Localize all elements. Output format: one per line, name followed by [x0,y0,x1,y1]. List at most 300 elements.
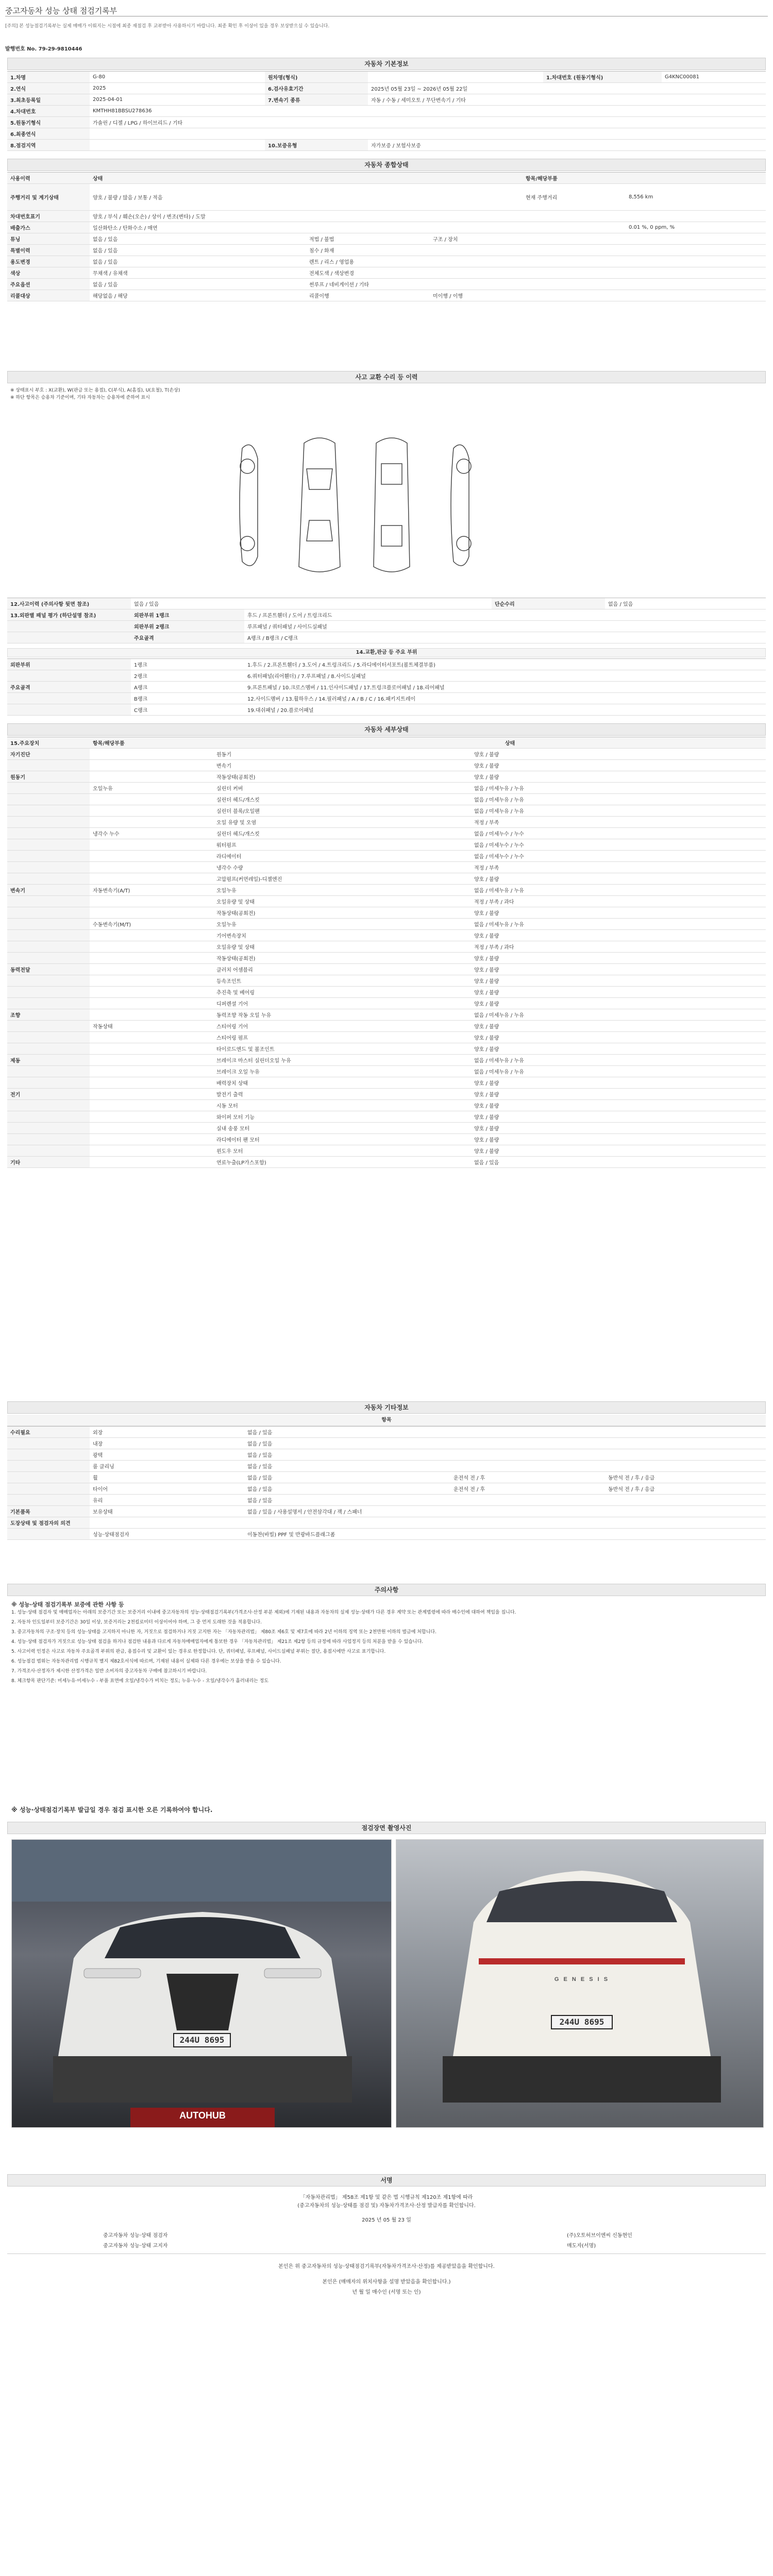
row-value: 없음 / 있음 [247,1442,273,1447]
row-item: 실내 송풍 모터 [216,1126,250,1132]
row-label: 색상 [7,267,90,278]
row-state: 리콜이행 [309,294,329,299]
row-label [7,621,131,632]
table-row [7,211,766,222]
row-group: A랭크 [134,685,148,691]
row-label: 12.사고이력 (주의사항 뒷면 참조) [7,598,131,609]
caution-item: 4. 성능·상태 점검자가 거짓으로 성능·상태 점검을 하거나 점검한 내용과 다르게 자동차매매업자에게 통보한 경우 「자동차관리법」 제21조 제2항 등의 규정에 따라 사업정지 등의 처분을 받을 수 있습니다. [11,1639,424,1645]
row-state: 없음 / 미세누유 / 누유 [474,798,524,803]
table-row [7,1495,766,1506]
table-row [7,1461,766,1472]
row-value [244,1517,450,1528]
section-detail-state: 자동차 세부상태 [7,723,766,736]
row-state: 양호 / 불량 [474,1081,499,1087]
caution-item: 8. 체크항목 판단기준: 미세누유·미세누수 - 부품 표면에 오일/냉각수가 비치는 정도; 누유·누수 - 오일/냉각수가 흘러내리는 정도 [11,1679,268,1684]
section-photos: 점검장면 촬영사진 [7,1822,766,1834]
row-subgroup [90,1077,213,1088]
row-subgroup [90,998,213,1009]
row-state: 적법 / 불법 [309,237,334,243]
row-value: 없음 / 있음 [247,1476,273,1481]
table-row [7,94,766,106]
rear-badge: G E N E S I S [554,1976,610,1982]
front-photo [11,1839,392,2128]
row-item: 실린더 헤드/개스킷 [216,798,260,803]
table-row [7,975,766,987]
row-subgroup [90,1145,213,1156]
row-group [7,783,90,793]
row-item: 룸 클리닝 [93,1464,114,1470]
row-state: 적정 / 부족 / 과다 [474,945,514,951]
row-label: 용도변경 [7,256,90,267]
row-state: 없음 / 미세누유 / 누유 [474,922,524,928]
row-state: 미이행 / 이행 [433,294,463,299]
table-row [7,941,766,953]
section-caution: 주의사항 [7,1584,766,1596]
table-row [7,233,766,245]
row-group [7,941,90,952]
row-item: 보유상태 [93,1510,113,1515]
table-row [7,885,766,896]
other-header: 항목 [7,1415,766,1426]
row-group: 동력전달 [7,964,90,975]
row-item: 브레이크 오일 누유 [216,1070,260,1075]
detail-state-table [7,737,766,1168]
car-top-outline [299,438,340,572]
table-row [7,1427,766,1438]
row-item: 광택 [93,1453,103,1459]
row-subgroup: 냉각수 누수 [93,832,120,837]
row-state: 양호 / 부식 / 훼손(오손) / 상이 / 변조(변타) / 도말 [93,214,206,220]
row-subgroup: 작동상태 [93,1024,113,1030]
table-row [7,839,766,851]
row-group: 전기 [7,1089,90,1099]
row-subgroup [90,975,213,986]
row-label: 단순수리 [492,598,605,609]
row-state: 없음 / 미세누수 / 누수 [474,854,524,860]
row-item: 작동상태(공회전) [216,775,256,781]
table-row [7,873,766,885]
row-state: 양호 / 불량 [474,1149,499,1155]
row-subgroup: 수동변속기(M/T) [93,922,131,928]
row-subgroup: 오일누유 [93,786,113,792]
frame-table [7,658,766,716]
row-state: 없음 / 있음 [474,1160,499,1166]
row-state: 해당없음 / 해당 [93,294,128,299]
row-value: 2025-04-01 [93,97,123,103]
row-item: 라디에이터 [216,854,242,860]
row-label: 13.외판별 패널 평가 (하단설명 참조) [7,609,131,620]
row-item: 동력조향 작동 오일 누유 [216,1013,272,1019]
table-row [7,1449,766,1461]
row-group [7,1100,90,1111]
row-item: 오일유량 및 상태 [216,900,255,905]
row-item: 내장 [93,1442,103,1447]
row-item: 연료누출(LP가스포함) [216,1160,266,1166]
legend-text: ※ 상태표시 부호 : X(교환), W(판금 또는 용접), C(부식), A(흠집), U(요철), T(손상) [10,388,180,393]
row-subgroup [90,862,213,873]
row-group: C랭크 [134,708,148,714]
row-state: 양호 / 불량 [474,990,499,996]
row-item: 발전기 출력 [216,1092,243,1098]
row-value: 운전석 전 / 후 [453,1476,485,1481]
row-group: 1랭크 [134,663,147,668]
row-label: 주요옵션 [7,279,90,290]
table-row [7,632,766,643]
row-item [90,1517,244,1528]
table-row [7,1157,766,1168]
row-subgroup [90,851,213,861]
table-row [7,1506,766,1517]
row-state: 양호 / 불량 [474,1126,499,1132]
row-group [7,930,90,941]
sign-date: 2025 년 05 월 23 일 [362,2217,411,2223]
row-subgroup: 자동변속기(A/T) [93,888,130,894]
row-value: 없음 / 있음 [247,1487,273,1493]
table-row [7,760,766,771]
row-item: 오일누유 [216,922,237,928]
row-state: 없음 / 미세누유 / 누유 [474,1013,524,1019]
row-group [7,953,90,963]
table-row [7,245,766,256]
row-state: 양호 / 불량 [474,775,499,781]
column-header: 상태 [90,173,523,183]
row-label: 원차명(형식) [265,72,368,82]
row-state: 없음 / 미세누유 / 누유 [474,888,524,894]
row-group [7,862,90,873]
row-subgroup [90,1032,213,1043]
row-group: 2랭크 [134,674,147,680]
row-item: 디퍼렌셜 기어 [216,1002,248,1007]
row-group [7,828,90,839]
row-value: G-80 [93,74,106,80]
row-state: 렌트 / 리스 / 영업용 [309,260,355,265]
table-row [7,862,766,873]
row-state: 구조 / 장치 [433,237,458,243]
row-label [7,670,131,681]
row-value: 9.프론트패널 / 10.크로스멤버 / 11.인사이드패널 / 17.트렁크플로어패널 / 18.리어패널 [247,685,445,691]
section-signature: 서명 [7,2174,766,2187]
table-row [7,851,766,862]
row-item: 고압펌프(커먼레일)-디젤엔진 [216,877,282,883]
row-subgroup [90,1100,213,1111]
row-group: 제동 [7,1055,90,1065]
row-item: 작동상태(공회전) [216,911,256,917]
table-row [7,896,766,907]
row-group [7,1134,90,1145]
row-group: 기본품목 [7,1506,90,1517]
caution-footer: ※ 성능·상태점검기록부 발급일 경우 점검 표시한 오른 기록하여야 합니다. [11,1806,213,1814]
row-group [7,1123,90,1133]
table-row [7,1517,766,1529]
row-subgroup [90,839,213,850]
row-group: B랭크 [134,697,148,702]
row-label: 특별이력 [7,245,90,256]
table-row [7,907,766,919]
receiver-confirm: 본인은 (매매자의 위치사항을 설명 받았음을 확인합니다.) [322,2279,451,2285]
row-label: 주요골격 [7,682,131,692]
row-label: 외판부위 [7,659,131,670]
table-row [7,106,766,117]
table-row [7,805,766,817]
wheel-front-left [240,459,255,473]
table-row [7,930,766,941]
row-state: 양호 / 불량 [474,1115,499,1121]
table-row [7,609,766,621]
row-label: 10.보증유형 [265,140,368,150]
row-subgroup [90,817,213,827]
caution-item: 6. 성능점검 범위는 자동차관리법 시행규칙 별지 제82호서식에 따르며, 기재된 내용이 실제와 다른 경우에는 보상을 받을 수 있습니다. [11,1659,281,1664]
row-value: 0.01 %, 0 ppm, % [629,225,675,230]
row-label: 주행거리 및 계기상태 [7,184,90,210]
row-state: 없음 / 미세누수 / 누수 [474,843,524,849]
row-subgroup [90,953,213,963]
row-state: 양호 / 불량 [474,911,499,917]
table-row [7,184,766,211]
row-state: 양호 / 불량 [474,1138,499,1143]
row-label: 외판부위 2랭크 [131,621,244,632]
row-value: 동반석 전 / 후 / 응급 [608,1476,655,1481]
table-row [7,737,766,749]
row-value: 이동찬(바빌) PPF 및 반광바드플래그폼 [247,1532,335,1538]
row-group [7,1472,90,1483]
table-row [7,1145,766,1157]
table-row [7,1077,766,1089]
row-label: 리콜대상 [7,290,90,301]
row-subgroup [90,1009,213,1020]
caution-title: ※ 성능·상태 점검기록부 보증에 관한 사항 등 [11,1601,124,1608]
section-accident-history: 사고 교환 수리 등 이력 [7,371,766,383]
row-group [7,1529,90,1539]
section-overall-state: 자동차 종합상태 [7,159,766,171]
row-label: 6.검사유효기간 [265,83,368,94]
row-state: 전체도색 / 색상변경 [309,271,355,277]
row-state: 없음 / 미세누유 / 누유 [474,1070,524,1075]
front-license-plate: 244U 8695 [173,2033,231,2047]
notifier-role: 중고자동차 성능·상태 고지자 [103,2243,168,2249]
sign-line-2: (중고자동차의 성능·상태를 점검 및) 자동차가격조사·산정 발급자를 확인합니다. [297,2203,476,2209]
column-header: 15.주요장치 [7,737,90,748]
section-basic-info: 자동차 기본정보 [7,58,766,70]
row-value [90,140,265,150]
row-group [7,760,90,771]
row-item: 성능·상태점검자 [93,1532,129,1538]
row-group [7,805,90,816]
row-label: 2.연식 [7,83,90,94]
row-label: 1.차대번호 (원동기형식) [543,72,662,82]
table-row [7,128,766,140]
table-row [7,682,766,693]
row-value: 없음 / 있음 [247,1453,273,1459]
table-row [7,1529,766,1540]
row-state: 적정 / 부족 / 과다 [474,900,514,905]
section-other-info: 자동차 기타정보 [7,1401,766,1414]
row-value: 2025년 05월 23일 ~ 2026년 05월 22일 [371,87,468,92]
table-row [7,290,766,301]
table-row [7,964,766,975]
row-note: 현재 주행거리 [526,195,558,201]
row-item: 클러치 어셈블리 [216,968,253,973]
column-header: 사용이력 [7,173,90,183]
row-subgroup [90,749,213,759]
row-group [7,1438,90,1449]
row-label [7,693,131,704]
row-item: 타이로드엔드 및 볼조인트 [216,1047,275,1053]
row-group [7,1111,90,1122]
row-value: 없음 / 있음 [134,602,159,607]
row-state: 썬루프 / 네비게이션 / 기타 [309,282,369,288]
car-side-right-outline [451,445,469,566]
row-group: 기타 [7,1157,90,1167]
row-state: 없음 / 미세누유 / 누유 [474,786,524,792]
table-row [7,140,766,151]
column-header: 상태 [502,737,766,748]
table-row [7,771,766,783]
row-label: 8.점검지역 [7,140,90,150]
row-value: 12.사이드멤버 / 13.휠하우스 / 14.필러패널 / A / B / C / 16.패키지트레이 [247,697,416,702]
table-row [7,117,766,128]
row-subgroup [90,1089,213,1099]
sign-line-1: 「자동차관리법」 제58조 제1항 및 같은 법 시행규칙 제120조 제1항에 따라 [300,2195,473,2200]
row-item: 휠 [93,1476,98,1481]
row-state: 없음 / 있음 [93,282,118,288]
row-label: 5.원동기형식 [7,117,90,128]
row-subgroup [90,1123,213,1133]
column-header: 항목/해당부품 [523,173,766,183]
row-group [7,817,90,827]
row-state: 일산화탄소 / 탄화수소 / 매연 [93,226,158,231]
inspector-role: 중고자동차 성능·상태 점검자 [103,2233,168,2239]
document-title: 중고자동차 성능 상태 점검기록부 [5,4,768,16]
row-value: 후드 / 프론트휀더 / 도어 / 트렁크리드 [247,613,332,619]
notifier-name: 매도자(서명) [567,2243,596,2249]
row-state: 양호 / 불량 [474,979,499,985]
table-row [7,987,766,998]
table-row [7,1043,766,1055]
row-group [7,839,90,850]
row-group [7,1077,90,1088]
row-group [7,1021,90,1031]
row-item: 와이퍼 모터 기능 [216,1115,255,1121]
row-state: 양호 / 불량 [474,1002,499,1007]
row-value: A랭크 / B랭크 / C랭크 [247,636,298,641]
row-item: 추진축 및 베어링 [216,990,255,996]
caution-item: 1. 성능·상태 점검자 및 매매업자는 아래의 보증기간 또는 보증거리 이내에 중고자동차의 성능·상태점검기록부(가격조사·산정 부분 제외)에 기재된 내용과 자동차의 실제 성능·상태가 다른 경우 계약 또는 관계법령에 따라 매수인에 대하여 책임을 집니다. [11,1610,516,1615]
row-value: 자가보증 / 보험사보증 [371,143,421,149]
row-value: 가솔린 / 디젤 / LPG / 하이브리드 / 기타 [93,121,183,126]
rear-license-plate: 244U 8695 [551,2015,613,2029]
table-row [7,1055,766,1066]
row-state: 양호 / 불량 / 많음 / 보통 / 적음 [93,195,163,201]
row-subgroup [90,1157,213,1167]
row-subgroup [90,760,213,771]
row-subgroup [90,1134,213,1145]
row-label: 튜닝 [7,233,90,244]
row-value: KMTHH81BBSU278636 [93,108,152,114]
row-state: 양호 / 불량 [474,752,499,758]
row-value [90,128,265,139]
row-group [7,851,90,861]
frame-header: 14.교환,판금 등 주요 부위 [7,648,766,657]
caution-item: 3. 중고자동차의 구조·장치 등의 성능·상태를 고지하지 아니한 자, 거짓으로 점검하거나 거짓 고지한 자는 「자동차관리법」 제80조 제6호 및 제7호에 따라 2년 이하의 징역 또는 2천만원 이하의 벌금에 처합니다. [11,1630,436,1635]
row-item: 등속조인트 [216,979,242,985]
caution-item: 2. 자동차 인도일부터 보증기간은 30일 이상, 보증거리는 2천킬로미터 이상이어야 하며, 그 중 먼저 도래한 것을 적용합니다. [11,1620,262,1625]
row-item: 스티어링 기어 [216,1024,248,1030]
row-value: 없음 / 있음 [247,1498,273,1504]
row-item: 배력장치 상태 [216,1081,248,1087]
table-row [7,1100,766,1111]
row-group: 수리필요 [7,1427,90,1437]
row-state: 양호 / 불량 [474,1036,499,1041]
row-value [368,72,543,82]
row-item: 변속기 [216,764,231,769]
row-subgroup [90,1055,213,1065]
table-row [7,828,766,839]
row-item: 냉각수 수량 [216,866,243,871]
table-row [7,659,766,670]
row-label: 배출가스 [7,222,90,233]
row-subgroup [90,987,213,997]
row-group [7,1483,90,1494]
table-row [7,173,766,184]
table-row [7,998,766,1009]
row-group [7,896,90,907]
row-value: 19.대쉬패널 / 20.플로어패널 [247,708,314,714]
row-item: 브레이크 마스터 실린더오일 누유 [216,1058,291,1064]
row-subgroup [90,907,213,918]
row-item: 윈도우 모터 [216,1149,243,1155]
row-label: 주요골격 [131,632,244,643]
row-value: 동반석 전 / 후 / 응급 [608,1487,655,1493]
table-row [7,1032,766,1043]
row-item: 워터펌프 [216,843,237,849]
rear-photo [396,1839,764,2128]
row-group [7,1032,90,1043]
row-label: 4.차대번호 [7,106,90,116]
row-group [7,1449,90,1460]
banner-text: AUTOHUB [179,2110,226,2121]
row-value: 6.쿼터패널(리어휀더) / 7.루프패널 / 8.사이드실패널 [247,674,366,680]
row-group [7,1461,90,1471]
row-group: 원동기 [7,771,90,782]
row-group [7,1145,90,1156]
row-group [7,987,90,997]
row-state: 양호 / 불량 [474,1047,499,1053]
row-subgroup [90,1066,213,1077]
table-row [7,1009,766,1021]
legend-text-2: ※ 하단 항목은 승용차 기준이며, 기타 자동차는 승용차에 준하여 표시 [10,395,150,400]
row-group [7,1043,90,1054]
row-state: 없음 / 미세누수 / 누수 [474,832,524,837]
table-row [7,267,766,279]
row-label: 6.최종연식 [7,128,90,139]
row-value: 없음 / 있음 [608,602,633,607]
wheel-rear-left [240,536,255,551]
caution-item: 7. 가격조사·산정자가 제시한 산정가격은 일반 소비자의 중고자동차 구매에 참고하시기 바랍니다. [11,1669,207,1674]
row-item: 원동기 [216,752,231,758]
table-row [7,279,766,290]
row-state: 양호 / 불량 [474,934,499,939]
table-row [7,919,766,930]
table-row [7,1483,766,1495]
certificate-number: 발행번호 No. 79-29-9810446 [5,46,82,52]
row-state: 양호 / 불량 [474,764,499,769]
accident-table [7,598,766,643]
buyer-signature-line: 년 월 일 매수인 (서명 또는 인) [352,2290,421,2295]
row-item: 스티어링 펌프 [216,1036,248,1041]
row-value: 없음 / 있음 / 사용설명서 / 안전삼각대 / 잭 / 스패너 [247,1510,362,1515]
table-row [7,817,766,828]
table-row [7,704,766,716]
